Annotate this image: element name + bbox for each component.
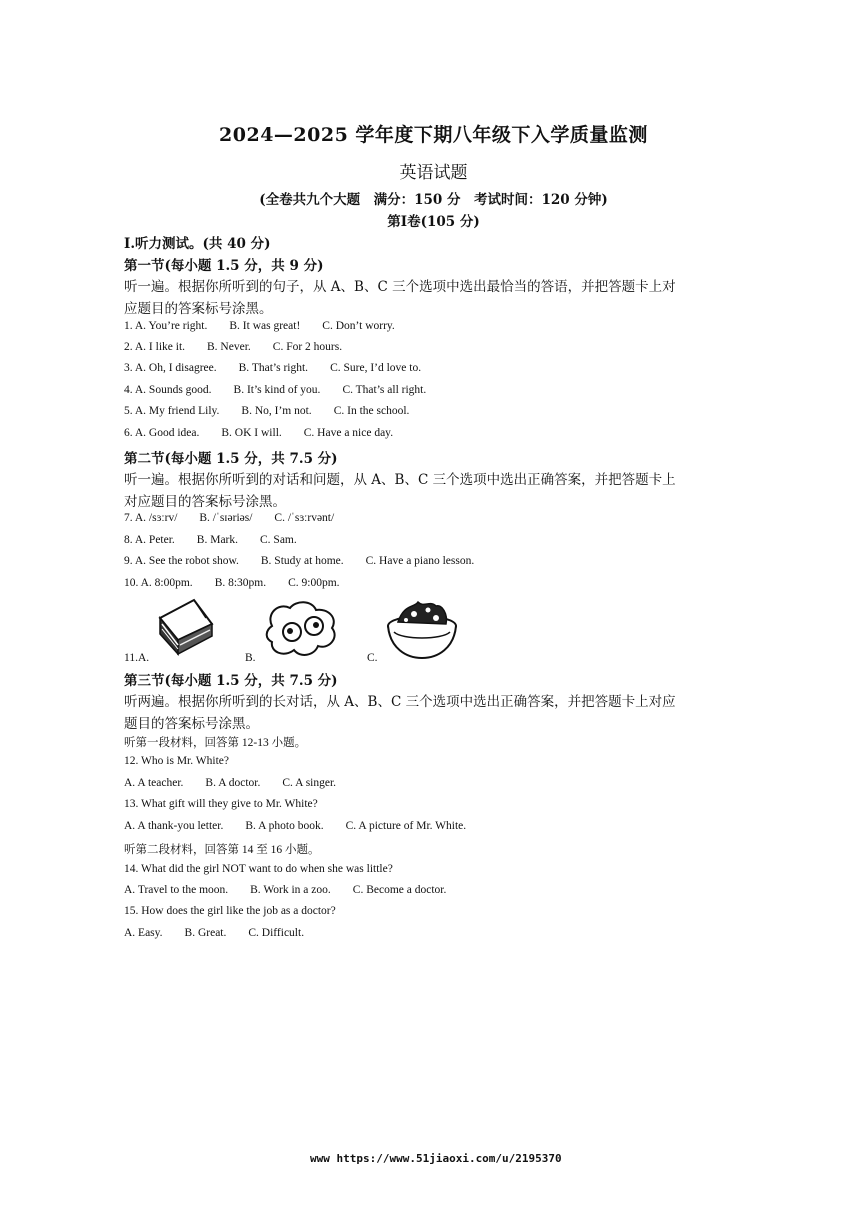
- exam-title: 2024—2025 学年度下期八年级下入学质量监测: [219, 124, 648, 146]
- question-13: 13. What gift will they give to Mr. White?: [124, 798, 318, 810]
- section2-instruction: 听一遍。根据你所听到的对话和问题，从 A、B、C 三个选项中选出正确答案，并把答题卡上: [124, 472, 676, 488]
- option: B. That’s right.: [238, 362, 309, 374]
- q11-label-b: B.: [245, 652, 256, 664]
- option: 3. A. Oh, I disagree.: [124, 362, 217, 374]
- question-5: [124, 405, 431, 417]
- question-4: [124, 384, 448, 396]
- option: B. It was great!: [229, 320, 301, 332]
- option: B. Mark.: [196, 534, 239, 546]
- question-15-options: [124, 927, 326, 939]
- option: 8. A. Peter.: [124, 534, 175, 546]
- option: 2. A. I like it.: [124, 341, 186, 353]
- option: C. Sure, I’d love to.: [330, 362, 422, 374]
- option: 6. A. Good idea.: [124, 427, 200, 439]
- option: B. A photo book.: [245, 820, 324, 832]
- question-12-options: [124, 777, 358, 789]
- option: 10. A. 8:00pm.: [124, 577, 193, 589]
- option: C. Sam.: [260, 534, 297, 546]
- option: B. 8:30pm.: [214, 577, 267, 589]
- question-14: 14. What did the girl NOT want to do when she was little?: [124, 863, 393, 875]
- question-2: [124, 341, 364, 353]
- question-12: 12. Who is Mr. White?: [124, 755, 229, 767]
- option: B. It’s kind of you.: [233, 384, 321, 396]
- section3-heading: 第三节(每小题 1.5 分，共 7.5 分): [124, 673, 338, 689]
- option: C. Don’t worry.: [322, 320, 395, 332]
- option: C. Have a piano lesson.: [365, 555, 475, 567]
- option: 9. A. See the robot show.: [124, 555, 239, 567]
- option: C. Difficult.: [248, 927, 305, 939]
- subject-title: 英语试题: [399, 163, 468, 183]
- option: B. No, I’m not.: [241, 405, 312, 417]
- option: C. Become a doctor.: [352, 884, 447, 896]
- section1-heading: 第一节(每小题 1.5 分，共 9 分): [124, 258, 324, 274]
- question-3: [124, 362, 443, 374]
- source-watermark-link[interactable]: www https://www.51jiaoxi.com/u/2195370: [310, 1152, 562, 1165]
- option: A. A teacher.: [124, 777, 184, 789]
- section2-instruction-cont: 对应题目的答案标号涂黑。: [124, 494, 286, 510]
- option: 4. A. Sounds good.: [124, 384, 212, 396]
- option: A. Easy.: [124, 927, 163, 939]
- option: C. Have a nice day.: [303, 427, 394, 439]
- option: C. That’s all right.: [342, 384, 427, 396]
- section1-instruction: 听一遍。根据你所听到的句子，从 A、B、C 三个选项中选出最恰当的答语，并把答题卡上对: [124, 279, 676, 295]
- option: C. 9:00pm.: [288, 577, 340, 589]
- material-2-note: 听第二段材料，回答第 14 至 16 小题。: [124, 844, 320, 856]
- q11-label-a: 11.A.: [124, 652, 150, 664]
- option: 7. A. /sɜːrv/: [124, 512, 178, 524]
- option: B. OK I will.: [221, 427, 282, 439]
- question-14-options: [124, 884, 468, 896]
- option: C. /ˈsɜːrvənt/: [274, 512, 335, 524]
- part1-heading: Ⅰ.听力测试。(共 40 分): [124, 236, 271, 252]
- option: B. A doctor.: [205, 777, 261, 789]
- option: 1. A. You’re right.: [124, 320, 208, 332]
- option: A. A thank-you letter.: [124, 820, 224, 832]
- section3-instruction: 听两遍。根据你所听到的长对话，从 A、B、C 三个选项中选出正确答案，并把答题卡上对应: [124, 694, 676, 710]
- question-7: [124, 512, 356, 524]
- option: B. Work in a zoo.: [250, 884, 331, 896]
- question-6: [124, 427, 415, 439]
- question-15: 15. How does the girl like the job as a doctor?: [124, 905, 336, 917]
- option: 5. A. My friend Lily.: [124, 405, 220, 417]
- option: B. /ˈsɪəriəs/: [199, 512, 253, 524]
- option: B. Never.: [207, 341, 251, 353]
- section3-instruction-cont: 题目的答案标号涂黑。: [124, 716, 259, 732]
- option: C. A singer.: [282, 777, 337, 789]
- material-1-note: 听第一段材料，回答第 12-13 小题。: [124, 737, 307, 749]
- question-1: [124, 320, 417, 332]
- sandwich-icon: [154, 596, 216, 658]
- exam-info: (全卷共九个大题 满分：150 分 考试时间：120 分钟): [259, 192, 608, 208]
- option: C. A picture of Mr. White.: [345, 820, 467, 832]
- option: C. For 2 hours.: [272, 341, 343, 353]
- option: B. Great.: [184, 927, 227, 939]
- question-8: [124, 534, 319, 546]
- option: C. In the school.: [333, 405, 410, 417]
- volume-heading: 第Ⅰ卷(105 分): [387, 214, 480, 230]
- q11-label-c: C.: [367, 652, 378, 664]
- option: A. Travel to the moon.: [124, 884, 229, 896]
- section2-heading: 第二节(每小题 1.5 分，共 7.5 分): [124, 451, 338, 467]
- question-9: [124, 555, 496, 567]
- fried-eggs-icon: [262, 598, 342, 660]
- noodle-bowl-icon: [384, 596, 460, 664]
- option: B. Study at home.: [260, 555, 344, 567]
- section1-instruction-cont: 应题目的答案标号涂黑。: [124, 301, 273, 317]
- question-13-options: [124, 820, 488, 832]
- question-10: [124, 577, 362, 589]
